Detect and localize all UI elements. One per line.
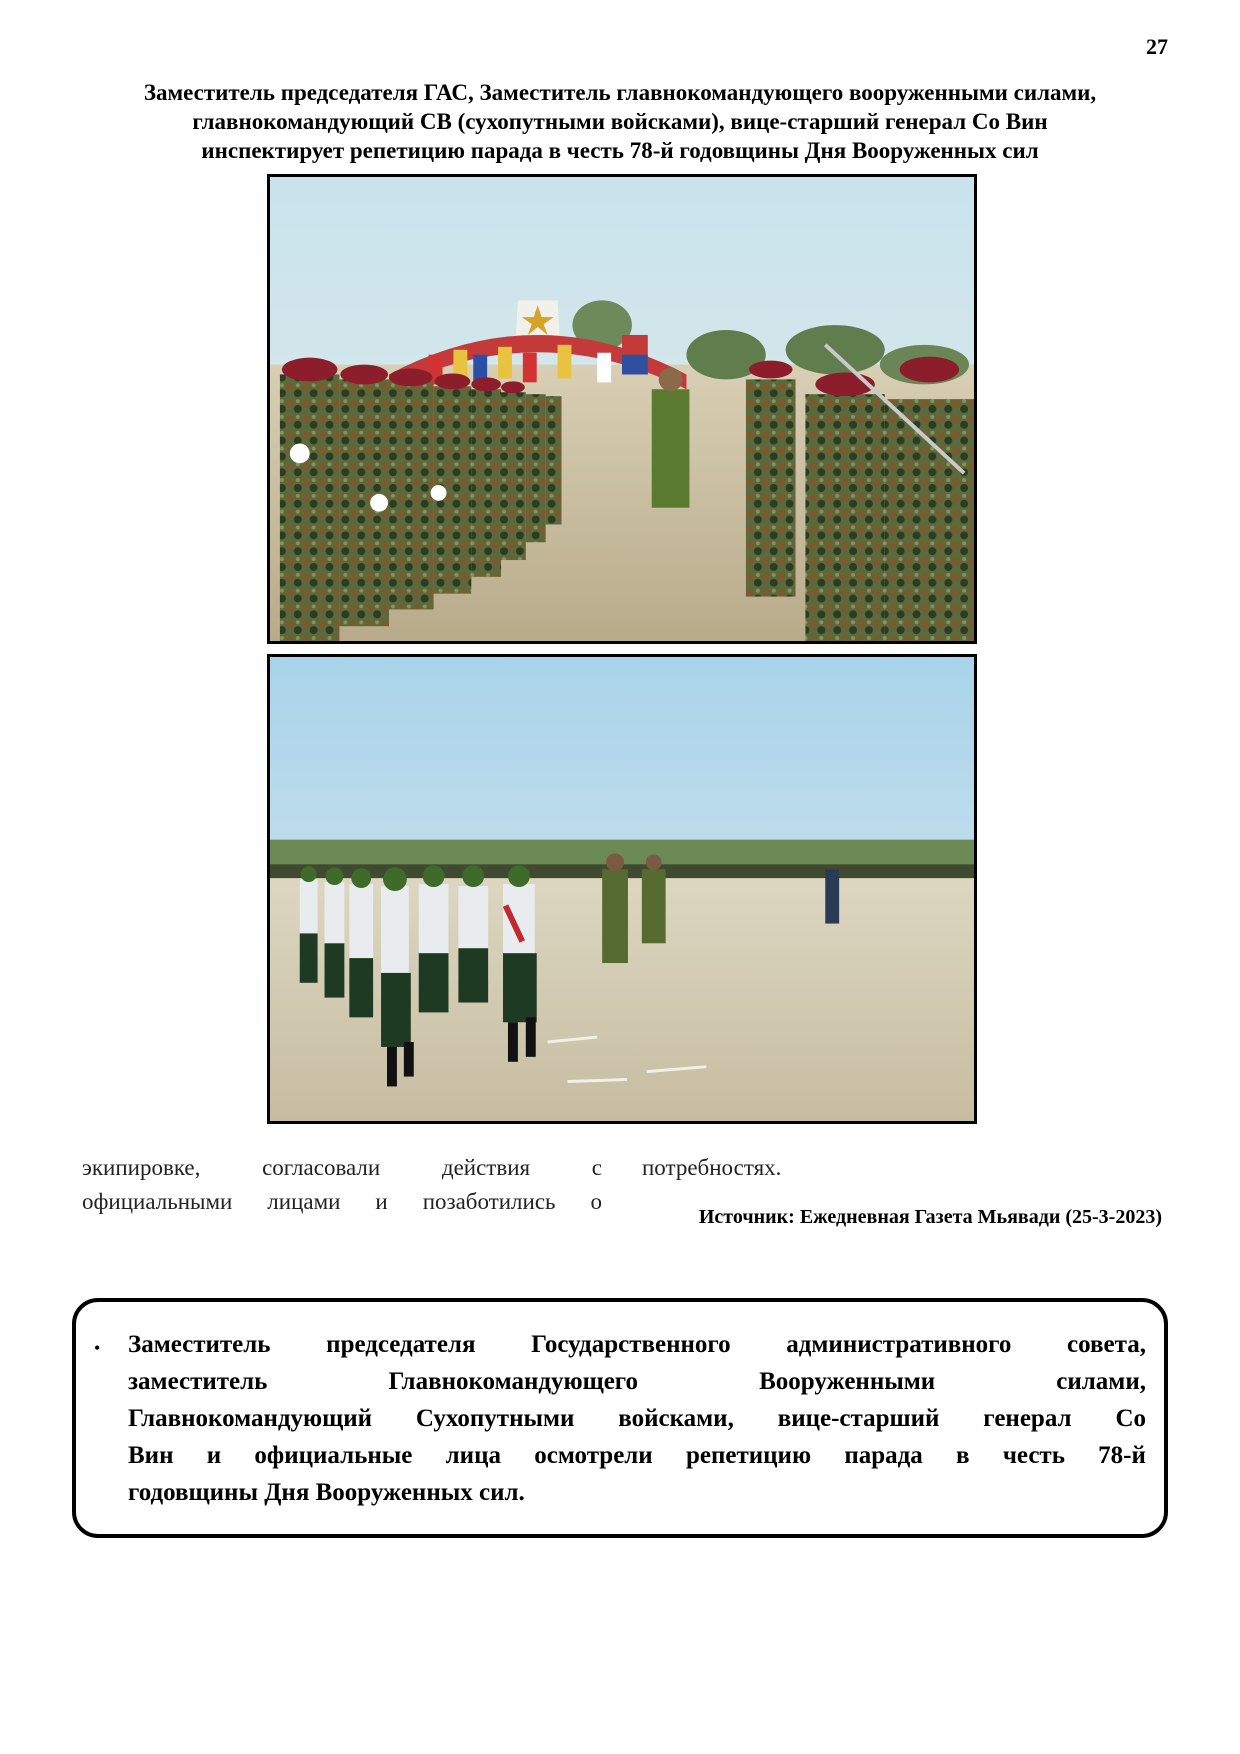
- headline-line-1: Заместитель председателя ГАС, Заместитель главнокомандующего вооруженными силами,: [143, 80, 1097, 105]
- photo-inspection-image: [270, 177, 974, 641]
- summary-word: и: [206, 1442, 222, 1469]
- page-number: 27: [1146, 34, 1168, 59]
- summary-text: [128, 1326, 1146, 1511]
- summary-word: Государственного: [531, 1331, 731, 1358]
- summary-word: 78-й: [1098, 1442, 1146, 1469]
- headline-line-2: главнокомандующий СВ (сухопутными войсками), вице-старший генерал Со Вин: [192, 109, 1048, 134]
- summary-word: лица: [445, 1442, 501, 1469]
- body-word: действия: [441, 1155, 531, 1180]
- summary-word: вице-старший: [777, 1405, 940, 1432]
- body-word: и: [375, 1189, 388, 1214]
- body-text-line-2: [82, 1185, 602, 1219]
- summary-word: Заместитель: [128, 1331, 271, 1358]
- body-word: о: [590, 1189, 602, 1214]
- body-word: позаботились: [422, 1189, 556, 1214]
- summary-word: совета,: [1067, 1331, 1146, 1358]
- photo-parade-image: [270, 657, 974, 1121]
- summary-line-1: [128, 1326, 1146, 1363]
- body-word: согласовали: [262, 1155, 381, 1180]
- summary-word: Со: [1115, 1405, 1146, 1432]
- body-word: лицами: [267, 1189, 341, 1214]
- summary-word: войсками,: [618, 1405, 734, 1432]
- summary-word: осмотрели: [534, 1442, 653, 1469]
- summary-word: административного: [786, 1331, 1012, 1358]
- summary-line-5: годовщины Дня Вооруженных сил.: [128, 1479, 525, 1506]
- summary-box: [72, 1298, 1168, 1538]
- bullet-icon: •: [94, 1338, 101, 1358]
- summary-word: Главнокомандующего: [388, 1368, 639, 1395]
- summary-word: Вин: [128, 1442, 174, 1469]
- summary-word: репетицию: [685, 1442, 812, 1469]
- summary-word: в: [956, 1442, 970, 1469]
- body-text-line-1-right: потребностях.: [642, 1155, 782, 1180]
- source-citation: Источник: Ежедневная Газета Мьявади (25-3-2023): [698, 1206, 1162, 1228]
- summary-word: Вооруженными: [759, 1368, 936, 1395]
- summary-line-3: [128, 1400, 1146, 1437]
- summary-word: силами,: [1056, 1368, 1146, 1395]
- summary-word: председателя: [326, 1331, 476, 1358]
- headline: [60, 78, 1180, 165]
- headline-line-3: инспектирует репетицию парада в честь 78-й годовщины Дня Вооруженных сил: [201, 138, 1039, 163]
- summary-line-4: [128, 1437, 1146, 1474]
- summary-word: официальные: [254, 1442, 413, 1469]
- photo-parade: [267, 654, 977, 1124]
- summary-word: генерал: [983, 1405, 1072, 1432]
- summary-word: парада: [844, 1442, 923, 1469]
- summary-word: Сухопутными: [415, 1405, 575, 1432]
- summary-word: заместитель: [128, 1368, 268, 1395]
- body-word: с: [591, 1155, 602, 1180]
- summary-word: Главнокомандующий: [128, 1405, 373, 1432]
- photo-inspection: [267, 174, 977, 644]
- body-text-line-1: [82, 1151, 602, 1185]
- body-word: экипировке,: [82, 1155, 201, 1180]
- body-word: официальными: [82, 1189, 233, 1214]
- summary-line-2: [128, 1363, 1146, 1400]
- summary-word: честь: [1002, 1442, 1065, 1469]
